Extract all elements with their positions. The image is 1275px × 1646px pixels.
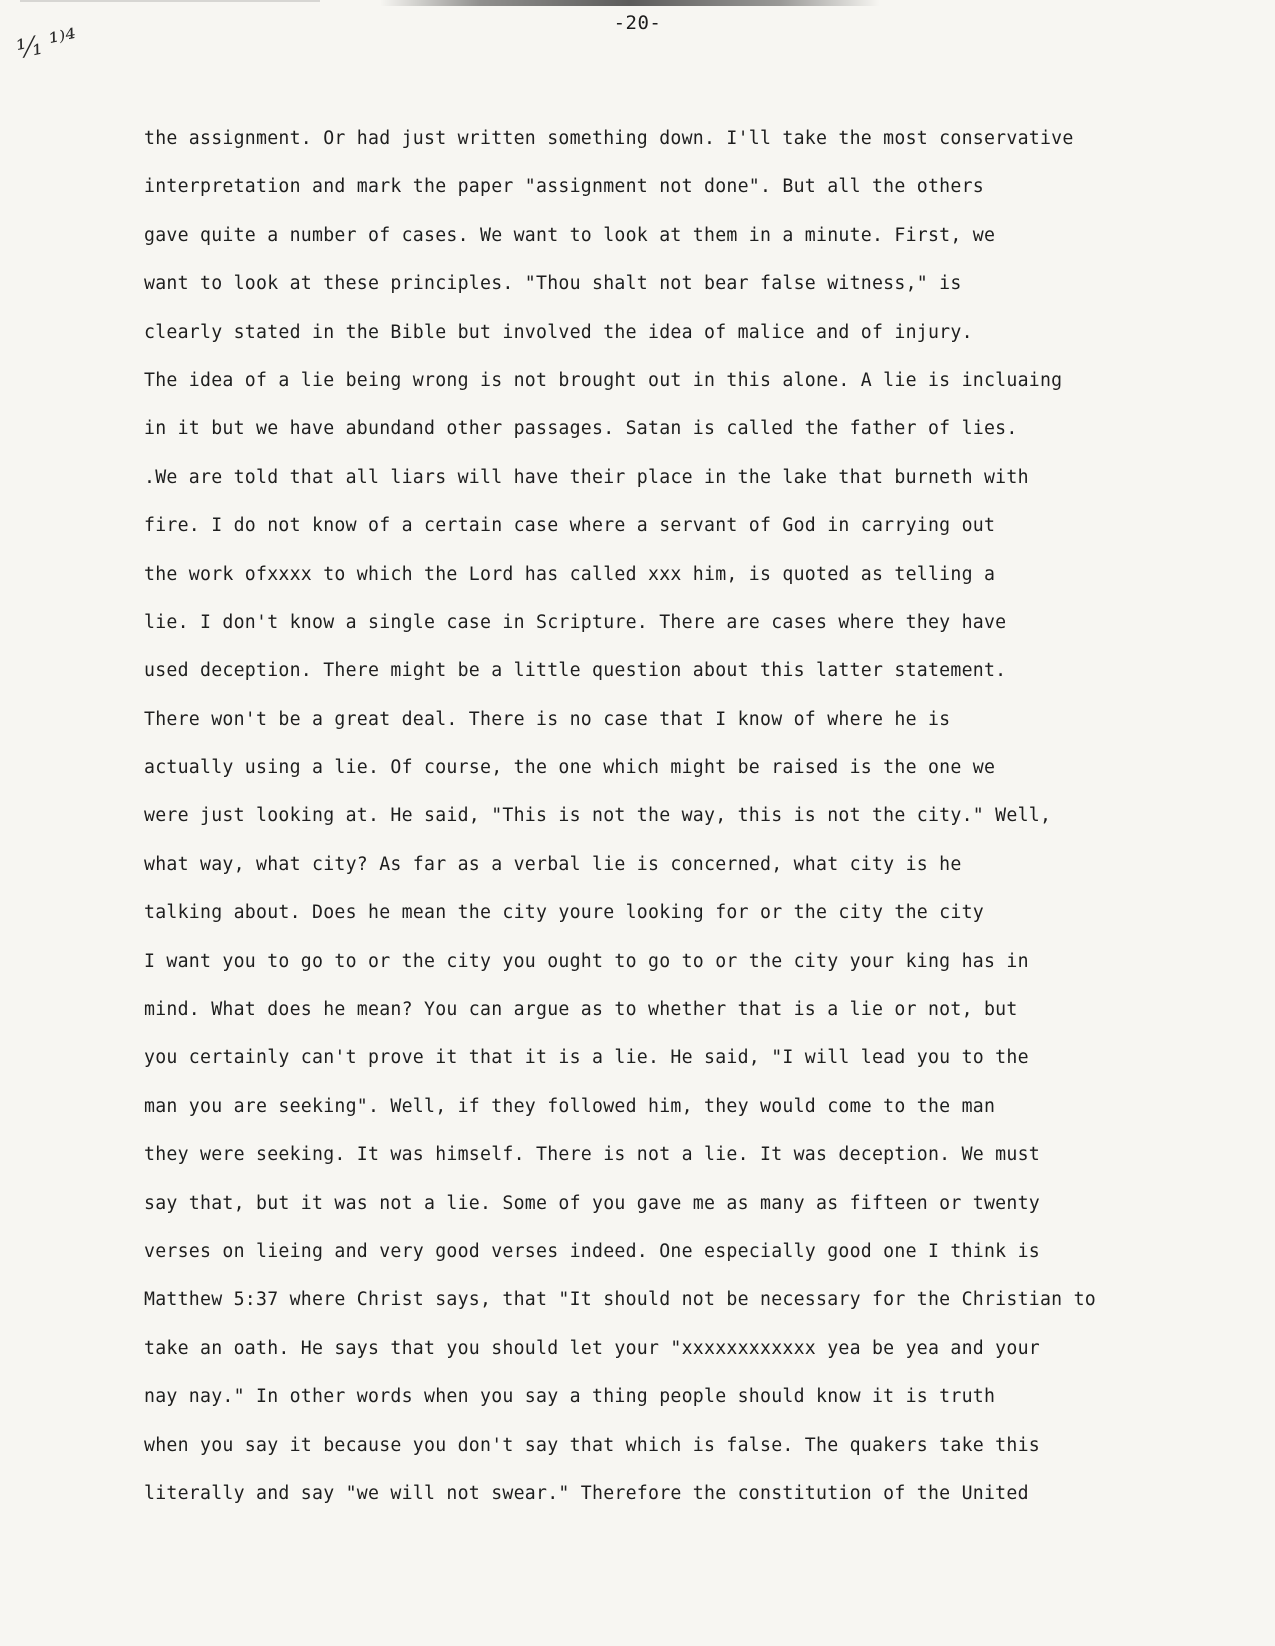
text-line: .We are told that all liars will have their place in the lake that burneth with: [144, 466, 1029, 488]
text-line: literally and say "we will not swear." Therefore the constitution of the United: [144, 1482, 1029, 1504]
text-line: Matthew 5:37 where Christ says, that "It should not be necessary for the Christian to: [144, 1289, 1096, 1311]
text-line: the work ofxxxx to which the Lord has called xxx him, is quoted as telling a: [144, 563, 996, 585]
text-line: lie. I don't know a single case in Scripture. There are cases where they have: [144, 611, 1007, 633]
text-line: I want you to go to or the city you ought to go to or the city your king has in: [144, 950, 1029, 972]
text-line: actually using a lie. Of course, the one which might be raised is the one we: [144, 757, 996, 779]
text-line: man you are seeking". Well, if they followed him, they would come to the man: [144, 1095, 996, 1117]
text-line: say that, but it was not a lie. Some of you gave me as many as fifteen or twenty: [144, 1192, 1040, 1214]
text-line: in it but we have abundand other passages. Satan is called the father of lies.: [144, 418, 1018, 440]
text-line: they were seeking. It was himself. There is not a lie. It was deception. We must: [144, 1144, 1040, 1166]
text-line: you certainly can't prove it that it is a lie. He said, "I will lead you to the: [144, 1047, 1029, 1069]
text-line: were just looking at. He said, "This is not the way, this is not the city." Well,: [144, 805, 1052, 827]
text-line: There won't be a great deal. There is no case that I know of where he is: [144, 708, 951, 730]
handwritten-margin-note: ⅟₁ ¹⁾⁴: [14, 23, 80, 66]
text-line: want to look at these principles. "Thou shalt not bear false witness," is: [144, 273, 962, 295]
scan-edge-mark: [20, 0, 320, 2]
text-line: take an oath. He says that you should let your "xxxxxxxxxxxx yea be yea and your: [144, 1337, 1040, 1359]
text-line: mind. What does he mean? You can argue as to whether that is a lie or not, but: [144, 999, 1018, 1021]
text-line: clearly stated in the Bible but involved the idea of malice and of injury.: [144, 321, 973, 343]
text-line: verses on lieing and very good verses indeed. One especially good one I think is: [144, 1240, 1040, 1262]
text-line: used deception. There might be a little question about this latter statement.: [144, 660, 1007, 682]
scan-smudge: [380, 0, 880, 6]
typed-body-text: [144, 124, 1234, 1527]
text-line: talking about. Does he mean the city youre looking for or the city the city: [144, 902, 984, 924]
text-line: interpretation and mark the paper "assignment not done". But all the others: [144, 176, 984, 198]
text-line: gave quite a number of cases. We want to look at them in a minute. First, we: [144, 224, 996, 246]
text-line: The idea of a lie being wrong is not brought out in this alone. A lie is incluaing: [144, 369, 1063, 391]
text-line: nay nay." In other words when you say a thing people should know it is truth: [144, 1386, 996, 1408]
page-number: -20-: [613, 12, 662, 34]
text-line: the assignment. Or had just written something down. I'll take the most conservative: [144, 128, 1074, 149]
text-line: fire. I do not know of a certain case where a servant of God in carrying out: [144, 515, 996, 537]
text-line: what way, what city? As far as a verbal lie is concerned, what city is he: [144, 853, 962, 875]
text-line: when you say it because you don't say that which is false. The quakers take this: [144, 1434, 1040, 1456]
